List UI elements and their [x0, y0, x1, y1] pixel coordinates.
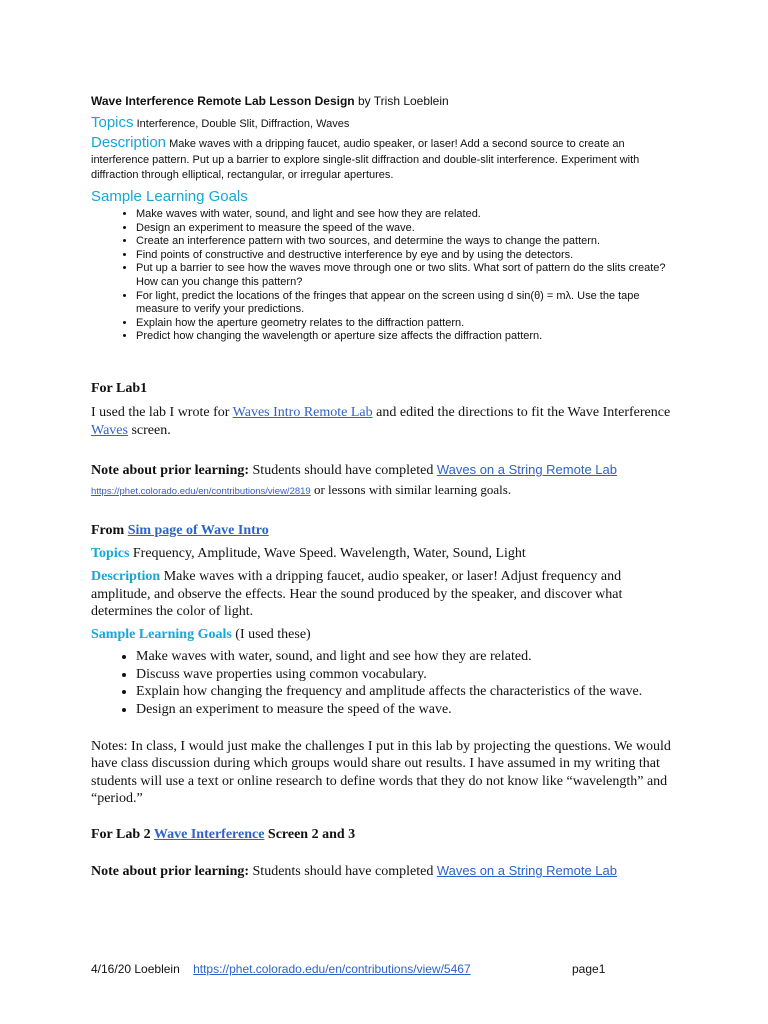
lab1-paragraph: I used the lab I wrote for Waves Intro Remote Lab and edited the directions to fit the Wave Interference Waves screen.	[91, 404, 671, 438]
waves-link[interactable]: Waves	[91, 422, 128, 438]
lab1-heading: For Lab1	[91, 380, 148, 396]
sim1-description: Description Make waves with a dripping faucet, audio speaker, or laser! Add a second source to create an interference pattern. Put up a barrier to explore single-slit diffraction and double-slit interference. Experiment with diffraction through elliptical, rectangular, or irregular apertures.	[91, 134, 640, 181]
list-item: • Make waves with water, sound, and light and see how they are related.	[136, 648, 681, 666]
sim2-description: Description Make waves with a dripping faucet, audio speaker, or laser! Adjust frequency and amplitude, and observe the effects. Hear the sound produced by the speaker, and discover what determines the color of light.	[91, 568, 623, 620]
list-item: • Design an experiment to measure the speed of the wave.	[136, 222, 681, 236]
list-item: • Explain how changing the frequency and amplitude affects the characteristics of the wave.	[136, 683, 681, 701]
sim1-goals-list	[91, 208, 681, 344]
waves-on-a-string-link-2[interactable]: Waves on a String Remote Lab	[436, 863, 617, 879]
list-item: • Design an experiment to measure the speed of the wave.	[136, 701, 681, 719]
footer-url-link[interactable]: https://phet.colorado.edu/en/contributions/view/5467	[193, 962, 471, 976]
from-heading: From Sim page of Wave Intro	[91, 523, 269, 539]
prior-learning-note-1: Note about prior learning: Students should have completed Waves on a String Remote Lab	[91, 462, 617, 479]
wave-interference-link[interactable]: Wave Interference	[153, 827, 265, 843]
footer-date-author: 4/16/20 Loeblein	[91, 962, 180, 976]
sim2-goals-heading: Sample Learning Goals (I used these)	[91, 626, 311, 642]
list-item: • Make waves with water, sound, and light and see how they are related.	[136, 208, 681, 222]
page-footer	[91, 961, 651, 977]
sim1-topics: Topics Interference, Double Slit, Diffraction, Waves	[91, 114, 350, 131]
document-title: Wave Interference Remote Lab Lesson Design by Trish Loeblein	[91, 94, 449, 108]
waves-on-a-string-link[interactable]: Waves on a String Remote Lab	[436, 462, 617, 478]
footer-page-number: page1	[572, 962, 606, 976]
waves-intro-remote-lab-link[interactable]: Waves Intro Remote Lab	[232, 404, 373, 420]
sim2-topics: Topics Frequency, Amplitude, Wave Speed. Wavelength, Water, Sound, Light	[91, 546, 526, 562]
sim1-goals-heading: Sample Learning Goals	[91, 188, 248, 205]
list-item: • Predict how changing the wavelength or aperture size affects the diffraction pattern.	[136, 330, 681, 344]
list-item: • Discuss wave properties using common vocabulary.	[136, 666, 681, 684]
list-item: • For light, predict the locations of the fringes that appear on the screen using d sin(θ) = mλ. Use the tape measure to verify your predictions.	[136, 290, 681, 317]
list-item: • Create an interference pattern with two sources, and determine the ways to change the pattern.	[136, 235, 681, 249]
list-item: • Put up a barrier to see how the waves move through one or two slits. What sort of pattern do the slits create? How can you change this pattern?	[136, 262, 681, 289]
list-item: • Find points of constructive and destructive interference by eye and by using the detectors.	[136, 249, 681, 263]
lab2-heading: For Lab 2 Wave Interference Screen 2 and 3	[91, 827, 356, 843]
prior-learning-note-2: Note about prior learning: Students should have completed Waves on a String Remote Lab	[91, 863, 617, 880]
sim2-goals-list	[91, 648, 681, 718]
sim-page-wave-intro-link[interactable]: Sim page of Wave Intro	[127, 523, 269, 539]
document-body	[91, 92, 681, 881]
prior-learning-url-line: https://phet.colorado.edu/en/contributions/view/2819 or lessons with similar learning goals.	[91, 481, 512, 497]
sim1-topics-label: Topics	[91, 114, 134, 131]
notes-paragraph: Notes: In class, I would just make the challenges I put in this lab by projecting the questions. We would have class discussion during which groups would share out results. I have assumed in my writing that students will use a text or online research to define words that they do not know like “wavelength” and “period.”	[91, 738, 671, 807]
contribution-2819-link[interactable]: https://phet.colorado.edu/en/contributions/view/2819	[91, 485, 311, 497]
list-item: • Explain how the aperture geometry relates to the diffraction pattern.	[136, 317, 681, 331]
sim1-description-label: Description	[91, 134, 167, 151]
